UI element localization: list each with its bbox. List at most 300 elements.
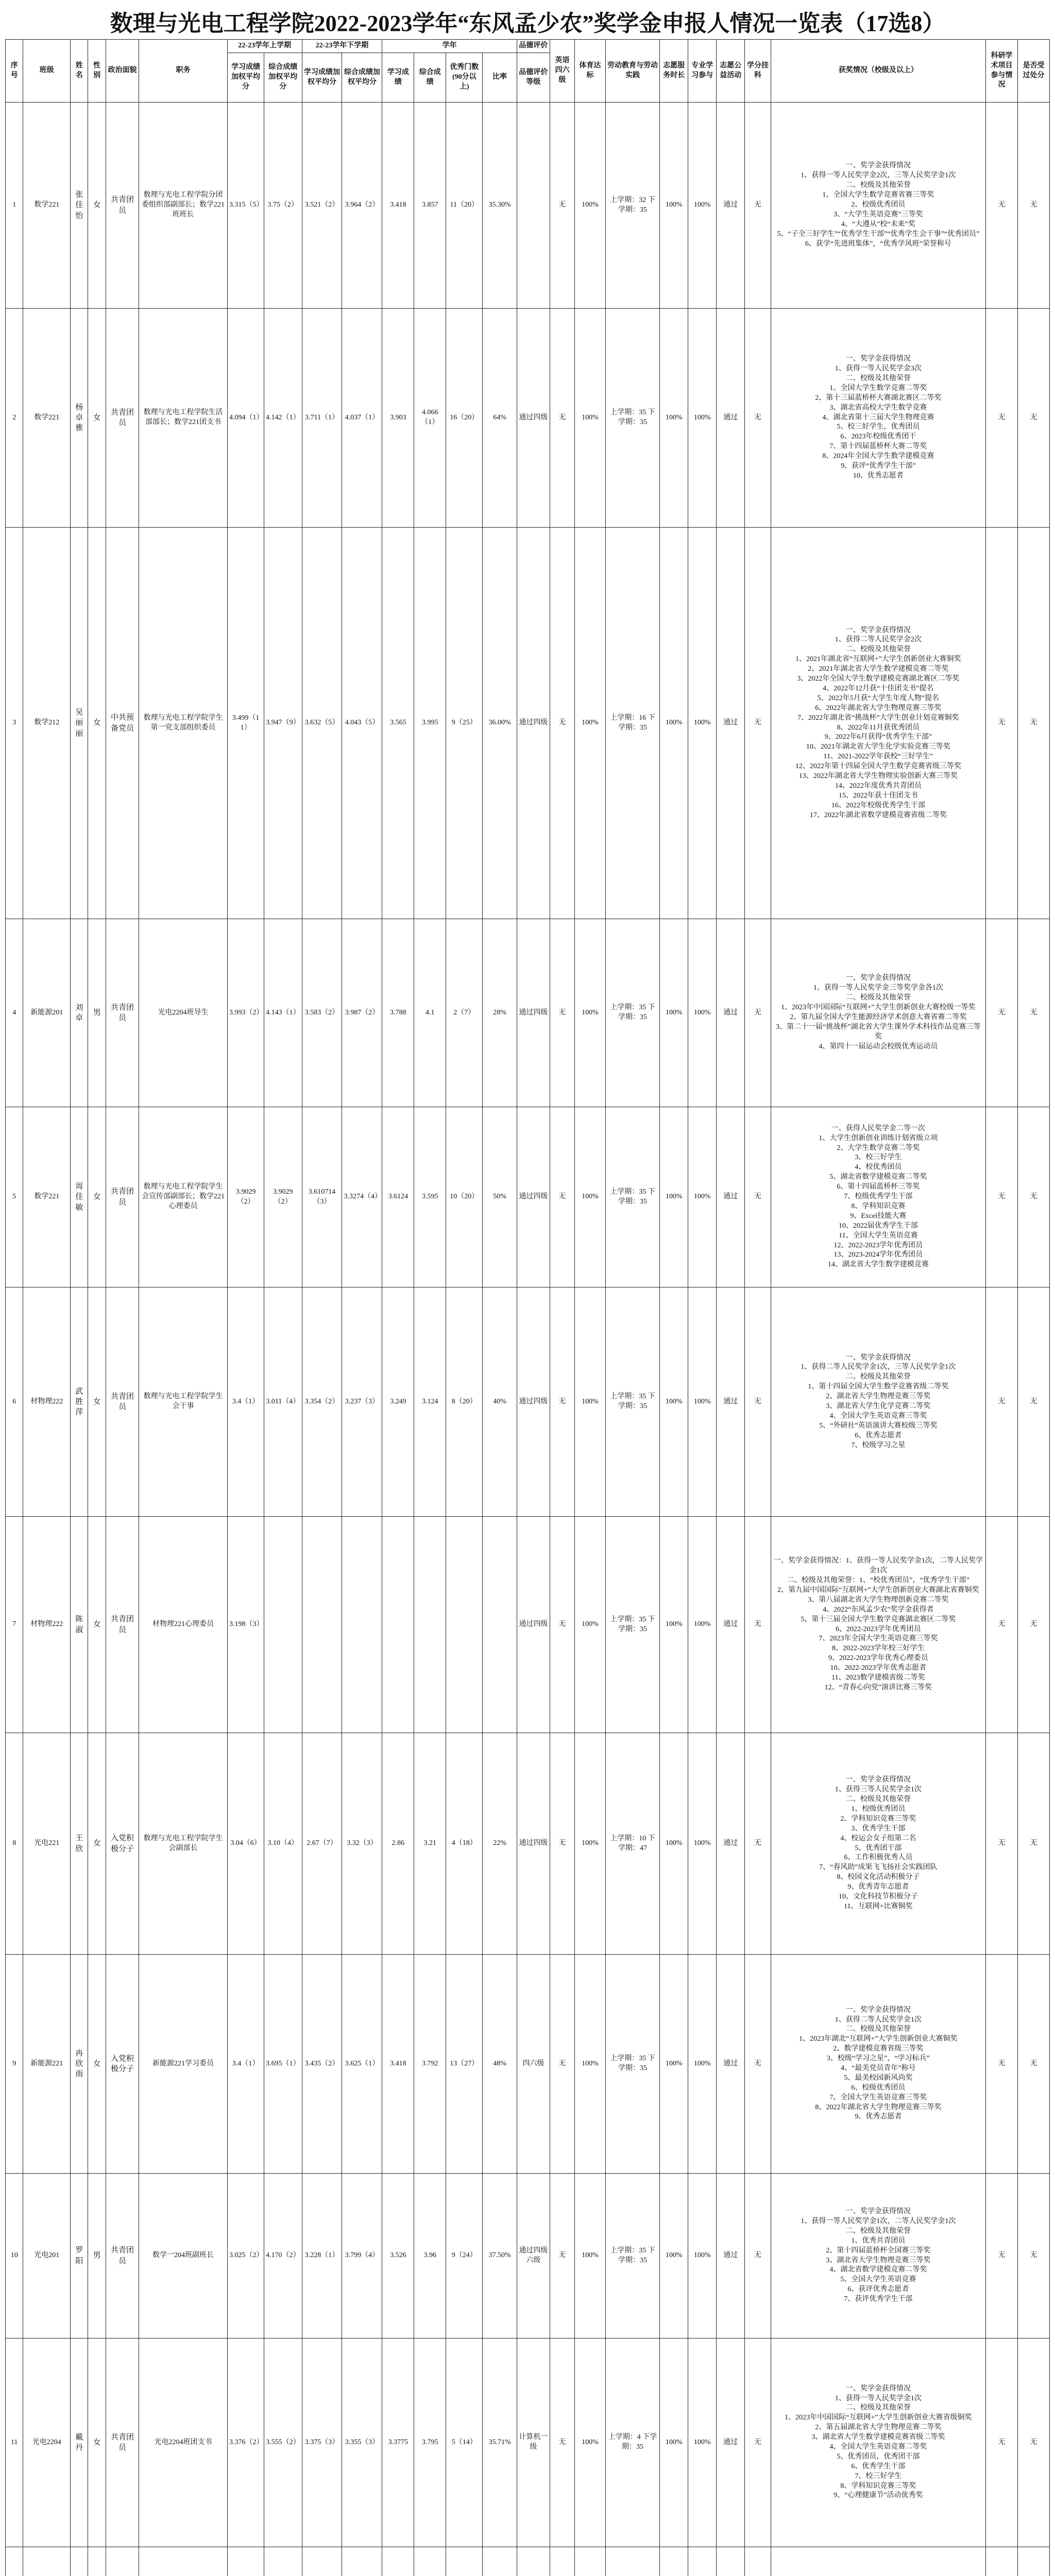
cell-vol-activity: 通过 [717, 1517, 745, 1733]
cell-t1-gpa: 3.993（2） [228, 919, 264, 1107]
cell-position: 数理与光电工程学院学生会干事 [139, 1287, 228, 1517]
col-awards: 获奖情况（校级及以上） [771, 40, 985, 103]
cell-pro-study: 100% [688, 1733, 717, 1955]
cell-t1-comp: 3.555（2） [264, 2338, 302, 2547]
cell-other: 无 [986, 309, 1018, 528]
cell-seq: 1 [6, 103, 23, 309]
col-punish: 是否受过处分 [1017, 40, 1049, 103]
cell-ratio: 35.71% [483, 2338, 517, 2547]
cell-t2-gpa: 3.354（2） [302, 1287, 342, 1517]
cell-pe: 100% [575, 528, 606, 919]
cell-pe [575, 2547, 606, 2576]
cell-t2-comp: 4.037（1） [342, 309, 382, 528]
cell-cet: 无 [550, 1107, 574, 1287]
cell-awards: 一、奖学金获得情况 1、获得一等人民奖学金3次 二、校级及其他荣誉 1、全国大学生数学竞赛二等奖 2、第十三届蓝桥杯大赛湖北赛区二等奖 3、湖北省高校大学生数学竞赛 4、湖北省第十三届大学生物理竞赛 5、校三好学生，优秀团员 6、2023年校级优秀团干 7、第十四届蓝桥杯大赛二等奖 8、2024年全国大学生数学建模竞赛 9、获评“优秀学生干部” 10、优秀志愿者 [771, 309, 985, 528]
col-pro-study: 专业学习参与 [688, 40, 717, 103]
cell-t2-comp: 3.32（3） [342, 1733, 382, 1955]
cell-pro-study: 100% [688, 1517, 717, 1733]
cell-vol-activity [717, 2547, 745, 2576]
cell-other: 无 [986, 1517, 1018, 1733]
cell-gender: 女 [88, 1107, 106, 1287]
cell-other: 无 [986, 1733, 1018, 1955]
cell-fail: 无 [745, 2174, 771, 2338]
table-row [6, 2338, 1050, 2547]
page-title: 数理与光电工程学院2022-2023学年“东风孟少农”奖学金申报人情况一览表（17选8） [110, 11, 945, 36]
cell-other: 无 [986, 1955, 1018, 2174]
table-row [6, 103, 1050, 309]
cell-vol-hours: 100% [660, 1517, 688, 1733]
cell-seq: 9 [6, 1955, 23, 2174]
cell-seq: 7 [6, 1517, 23, 1733]
cell-gender: 女 [88, 528, 106, 919]
cell-year-gpa [382, 1517, 414, 1733]
cell-class: 数学221 [23, 1107, 71, 1287]
cell-t2-gpa [302, 1517, 342, 1733]
cell-other [986, 2547, 1018, 2576]
cell-pe: 100% [575, 919, 606, 1107]
cell-other: 无 [986, 103, 1018, 309]
cell-gender: 男 [88, 2174, 106, 2338]
cell-seq [6, 2547, 23, 2576]
cell-ratio [483, 2547, 517, 2576]
cell-year-gpa: 3.903 [382, 309, 414, 528]
cell-year-gpa: 3.3775 [382, 2338, 414, 2547]
cell-pro-study: 100% [688, 309, 717, 528]
cell-political: 共青团员 [106, 1107, 139, 1287]
cell-year-rank: 13（27） [446, 1955, 483, 2174]
cell-t1-comp: 3.011（4） [264, 1287, 302, 1517]
cell-seq: 8 [6, 1733, 23, 1955]
cell-seq: 11 [6, 2338, 23, 2547]
col-cet: 英语四六级 [550, 40, 574, 103]
cell-pe: 100% [575, 103, 606, 309]
cell-ethics: 通过四级 [517, 1287, 550, 1517]
cell-punish: 无 [1017, 919, 1049, 1107]
table-row [6, 1733, 1050, 1955]
cell-year-comp [414, 2547, 446, 2576]
cell-t2-gpa: 3.610714（3） [302, 1107, 342, 1287]
cell-year-rank: 9（25） [446, 528, 483, 919]
cell-punish: 无 [1017, 309, 1049, 528]
cell-year-gpa: 3.526 [382, 2174, 414, 2338]
cell-pro-study: 100% [688, 103, 717, 309]
cell-other: 无 [986, 528, 1018, 919]
cell-labor: 上学期：35 下学期：35 [605, 1287, 659, 1517]
cell-vol-hours: 100% [660, 1107, 688, 1287]
cell-cet: 无 [550, 1287, 574, 1517]
cell-cet [550, 2547, 574, 2576]
col-seq: 序号 [6, 40, 23, 103]
cell-seq: 5 [6, 1107, 23, 1287]
cell-pe: 100% [575, 309, 606, 528]
table-row [6, 2547, 1050, 2576]
col-position: 职务 [139, 40, 228, 103]
cell-position: 数理与光电工程学院学生会副部长 [139, 1733, 228, 1955]
cell-vol-hours: 100% [660, 1955, 688, 2174]
col-group-ethics: 品德评价 [517, 40, 550, 53]
cell-position: 数理与光电工程学院生活部部长；数学221团支书 [139, 309, 228, 528]
cell-pe: 100% [575, 1733, 606, 1955]
col-vol-hours: 志愿服务时长 [660, 40, 688, 103]
cell-t2-comp [342, 2547, 382, 2576]
cell-awards: 一、奖学金获得情况 1、获得三等人民奖学金1次 二、校级及其他荣誉 1、校级优秀团员 2、学科知识竞赛三等奖 3、优秀学生干部 4、校运会女子组第二名 5、优秀团干部 6、工作积极优秀人员 7、“春风助”成果飞飞扬社会实践团队 8、校园文化活动积极分子 9、优秀青年志愿者 10、文化科技节积极分子 11、互联网+比赛铜奖 [771, 1733, 985, 1955]
cell-year-comp: 4.1 [414, 919, 446, 1107]
cell-name: 吴丽丽 [71, 528, 88, 919]
cell-position: 光电2204班导生 [139, 919, 228, 1107]
cell-name: 周佳敏 [71, 1107, 88, 1287]
cell-vol-activity: 通过 [717, 1287, 745, 1517]
cell-punish: 无 [1017, 2338, 1049, 2547]
col-class: 班级 [23, 40, 71, 103]
cell-ethics: 通过四级 [517, 1733, 550, 1955]
cell-labor: 上学期：35 下学期：35 [605, 1107, 659, 1287]
cell-pro-study: 100% [688, 2338, 717, 2547]
table-row [6, 1287, 1050, 1517]
cell-punish [1017, 2547, 1049, 2576]
cell-ratio [483, 1517, 517, 1733]
cell-year-rank: 8（20） [446, 1287, 483, 1517]
cell-fail: 无 [745, 1287, 771, 1517]
cell-name: 张佳怡 [71, 103, 88, 309]
cell-ethics [517, 2547, 550, 2576]
cell-class: 光电201 [23, 2174, 71, 2338]
cell-t2-gpa: 2.67（7） [302, 1733, 342, 1955]
cell-fail: 无 [745, 1955, 771, 2174]
cell-class: 光电2204 [23, 2338, 71, 2547]
cell-ethics: 四六级 [517, 1955, 550, 2174]
cell-ratio: 28% [483, 919, 517, 1107]
cell-gender: 女 [88, 1733, 106, 1955]
cell-other: 无 [986, 2174, 1018, 2338]
cell-year-comp: 3.21 [414, 1733, 446, 1955]
cell-t1-gpa: 3.315（5） [228, 103, 264, 309]
cell-labor: 上学期：32 下学期：35 [605, 103, 659, 309]
cell-vol-hours [660, 2547, 688, 2576]
cell-position: 光电2204班团支书 [139, 2338, 228, 2547]
cell-awards: 一、奖学金获得情况 1、获得二等人民奖学金1次，三等人民奖学金1次 二、校级及其他荣誉 1、第十四届全国大学生数学竞赛省级二等奖 2、湖北省大学生物理竞赛三等奖 3、湖北省大学生化学竞赛二等奖 4、全国大学生英语竞赛三等奖 5、“外研社”英语演讲大赛校级三等奖 6、优秀志愿者 7、校级学习之星 [771, 1287, 985, 1517]
cell-year-rank: 16（20） [446, 309, 483, 528]
cell-year-gpa: 3.6124 [382, 1107, 414, 1287]
cell-t2-comp: 3.799（4） [342, 2174, 382, 2338]
cell-class: 材物理222 [23, 1517, 71, 1733]
cell-ethics [517, 103, 550, 309]
cell-political: 入党积极分子 [106, 1733, 139, 1955]
cell-labor: 上学期：35 下学期：35 [605, 919, 659, 1107]
cell-punish: 无 [1017, 2174, 1049, 2338]
cell-class: 材物理222 [23, 1287, 71, 1517]
cell-cet: 无 [550, 103, 574, 309]
cell-year-comp [414, 1517, 446, 1733]
cell-position: 数理与光电工程学院学生会宣传部副部长；数学221心理委员 [139, 1107, 228, 1287]
cell-cet: 无 [550, 528, 574, 919]
cell-vol-hours: 100% [660, 2338, 688, 2547]
cell-vol-hours: 100% [660, 103, 688, 309]
cell-t1-gpa: 4.094（1） [228, 309, 264, 528]
cell-position: 数理与光电工程学院学生第一党支部组织委员 [139, 528, 228, 919]
cell-gender: 女 [88, 309, 106, 528]
cell-t1-gpa: 3.025（2） [228, 2174, 264, 2338]
cell-cet: 无 [550, 1517, 574, 1733]
cell-year-comp: 3.795 [414, 2338, 446, 2547]
cell-political: 中共预备党员 [106, 528, 139, 919]
col-group-term2: 22-23学年下学期 [302, 40, 382, 53]
cell-year-rank [446, 1517, 483, 1733]
cell-punish: 无 [1017, 1955, 1049, 2174]
cell-t1-gpa: 3.198（3） [228, 1517, 264, 1733]
cell-t1-comp: 4.142（1） [264, 309, 302, 528]
cell-other: 无 [986, 1107, 1018, 1287]
cell-ethics: 通过四级 [517, 309, 550, 528]
cell-labor: 上学期：16 下学期：35 [605, 528, 659, 919]
cell-other: 无 [986, 1287, 1018, 1517]
cell-t1-comp: 3.10（4） [264, 1733, 302, 1955]
cell-political: 共青团员 [106, 309, 139, 528]
cell-year-rank: 4（18） [446, 1733, 483, 1955]
cell-year-rank: 2（7） [446, 919, 483, 1107]
cell-vol-hours: 100% [660, 528, 688, 919]
cell-year-gpa: 3.418 [382, 103, 414, 309]
cell-cet: 无 [550, 309, 574, 528]
table-row [6, 309, 1050, 528]
cell-fail: 无 [745, 528, 771, 919]
table-row [6, 1955, 1050, 2174]
cell-class: 数学212 [23, 528, 71, 919]
col-vol-activity: 志愿公益活动 [717, 40, 745, 103]
table-row [6, 1107, 1050, 1287]
cell-vol-activity: 通过 [717, 919, 745, 1107]
col-ratio: 比率 [483, 53, 517, 103]
cell-t1-comp: 3.695（1） [264, 1955, 302, 2174]
applicant-table [5, 39, 1050, 2576]
table-row [6, 2174, 1050, 2338]
cell-t2-comp: 3.3274（4） [342, 1107, 382, 1287]
cell-pe: 100% [575, 2338, 606, 2547]
cell-gender: 女 [88, 1517, 106, 1733]
cell-class: 数学221 [23, 309, 71, 528]
cell-cet: 无 [550, 1733, 574, 1955]
cell-gender: 女 [88, 1955, 106, 2174]
cell-t2-comp: 3.987（2） [342, 919, 382, 1107]
cell-fail: 无 [745, 1107, 771, 1287]
cell-ethics: 计算机一级 [517, 2338, 550, 2547]
cell-t2-gpa: 3.521（2） [302, 103, 342, 309]
cell-punish: 无 [1017, 528, 1049, 919]
cell-t1-comp: 4.143（1） [264, 919, 302, 1107]
cell-fail: 无 [745, 103, 771, 309]
col-labor: 劳动教育与劳动实践 [605, 40, 659, 103]
cell-pro-study: 100% [688, 919, 717, 1107]
col-political: 政治面貌 [106, 40, 139, 103]
cell-year-gpa: 3.565 [382, 528, 414, 919]
cell-labor: 上学期：35 下学期：35 [605, 309, 659, 528]
cell-vol-activity: 通过 [717, 1955, 745, 2174]
cell-t1-gpa: 3.4（1） [228, 1287, 264, 1517]
cell-fail: 无 [745, 1733, 771, 1955]
cell-ethics: 通过四级 [517, 919, 550, 1107]
cell-awards: 一、奖学金获得情况：1、获得一等人民奖学金1次，二等人民奖学金1次 二、校级及其他荣誉：1、“校优秀团员”，“优秀学生干部” 2、第九届中国国际“互联网+”大学生创新创业大赛湖北省赛铜奖 3、第八届湖北省大学生物理创新竞赛二等奖 4、2022“东风孟少农”奖学金获得者 5、第十三届全国大学生数学竞赛湖北赛区二等奖 6、2022-2023学年优秀团员 7、2023年全国大学生英语竞赛三等奖 8、2022-2023学年校三好学生 9、2022-2023学年优秀心理委员 10、2022-2023学年优秀志愿者 11、2023数学建模省级二等奖 12、“青春心向党”演讲比赛三等奖 [771, 1517, 985, 1733]
cell-name: 刘卓 [71, 919, 88, 1107]
table-row [6, 919, 1050, 1107]
cell-vol-activity: 通过 [717, 528, 745, 919]
cell-awards: 一、奖学金获得情况 1、获得一等人民奖学金2次，三等人民奖学金1次 二、校级及其他荣誉 1、全国大学生数学竞赛省赛三等奖 2、校级优秀团员 3、“大学生英语竞赛”三等奖 4、“大遵从”校“未来”奖 5、“子全三好学生”“优秀学生干部”“优秀学生会干事”“优秀团员” 6、获学“先进班集体”，“优秀学风班”荣誉称号 [771, 103, 985, 309]
cell-ratio: 50% [483, 1107, 517, 1287]
cell-political: 入党积极分子 [106, 1955, 139, 2174]
col-fail: 学分挂科 [745, 40, 771, 103]
cell-labor: 上学期：4 下学期：35 [605, 2338, 659, 2547]
cell-year-gpa: 2.86 [382, 1733, 414, 1955]
cell-punish: 无 [1017, 103, 1049, 309]
cell-class: 数学221 [23, 103, 71, 309]
cell-ratio: 35.30% [483, 103, 517, 309]
cell-ratio: 64% [483, 309, 517, 528]
cell-name [71, 2547, 88, 2576]
cell-year-comp: 3.995 [414, 528, 446, 919]
cell-class: 新能源201 [23, 919, 71, 1107]
cell-seq: 10 [6, 2174, 23, 2338]
cell-class: 新能源221 [23, 1955, 71, 2174]
cell-vol-hours: 100% [660, 919, 688, 1107]
cell-name: 罗阳 [71, 2174, 88, 2338]
cell-vol-activity: 通过 [717, 103, 745, 309]
cell-t2-gpa: 3.632（5） [302, 528, 342, 919]
cell-punish: 无 [1017, 1107, 1049, 1287]
cell-vol-activity: 通过 [717, 309, 745, 528]
cell-cet: 无 [550, 2338, 574, 2547]
cell-political: 共青团员 [106, 1287, 139, 1517]
cell-labor: 上学期：35 下学期：35 [605, 1955, 659, 2174]
cell-awards: 一、奖学金获得情况 1、获得一等人民奖学金1次 二、校级及其他荣誉 1、2023年中国国际“互联网+”大学生创新创业大赛省级铜奖 2、第五届湖北省大学生物理竞赛二等奖 3、湖北省大学生数学建模竞赛省级二等奖 4、全国大学生英语竞赛二等奖 5、优秀团员，优秀团干部 6、优秀学生干部 7、校三好学生 8、学科知识竞赛三等奖 9、“心理健康节”活动优秀奖 [771, 2338, 985, 2547]
col-t2-gpa: 学习成绩加权平均分 [302, 53, 342, 103]
cell-cet: 无 [550, 1955, 574, 2174]
cell-year-gpa [382, 2547, 414, 2576]
cell-vol-activity: 通过 [717, 1107, 745, 1287]
cell-t2-comp: 3.355（3） [342, 2338, 382, 2547]
cell-year-comp: 3.595 [414, 1107, 446, 1287]
cell-pe: 100% [575, 1517, 606, 1733]
cell-punish: 无 [1017, 1287, 1049, 1517]
cell-t2-gpa [302, 2547, 342, 2576]
cell-t1-gpa: 3.4（1） [228, 1955, 264, 2174]
cell-position: 材物理221心理委员 [139, 1517, 228, 1733]
cell-political: 共青团员 [106, 1517, 139, 1733]
cell-pe: 100% [575, 1287, 606, 1517]
cell-political: 共青团员 [106, 103, 139, 309]
cell-pro-study: 100% [688, 1107, 717, 1287]
cell-t1-comp [264, 1517, 302, 1733]
cell-year-comp: 4.066（1） [414, 309, 446, 528]
cell-name: 戴丹 [71, 2338, 88, 2547]
cell-t2-gpa: 3.228（1） [302, 2174, 342, 2338]
cell-year-rank: 10（20） [446, 1107, 483, 1287]
cell-awards [771, 2547, 985, 2576]
cell-political [106, 2547, 139, 2576]
cell-class: 光电221 [23, 1733, 71, 1955]
cell-vol-hours: 100% [660, 2174, 688, 2338]
table-row [6, 1517, 1050, 1733]
cell-labor: 上学期：35 下学期：35 [605, 2174, 659, 2338]
cell-t1-comp [264, 2547, 302, 2576]
cell-pro-study: 100% [688, 2174, 717, 2338]
cell-other: 无 [986, 919, 1018, 1107]
cell-year-gpa: 3.418 [382, 1955, 414, 2174]
cell-awards: 一、奖学金获得情况 1、获得一等人民奖学金1次，二等人民奖学金1次 二、校级及其他荣誉 1、优秀共青团员 2、第十四届蓝桥杯全国赛三等奖 3、湖北省大学生物理竞赛三等奖 4、湖北省数学建模竞赛二等奖 5、全国大学生英语竞赛 6、获评优秀志愿者 7、获评优秀学生干部 [771, 2174, 985, 2338]
cell-vol-hours: 100% [660, 1733, 688, 1955]
cell-ratio: 37.50% [483, 2174, 517, 2338]
cell-position [139, 2547, 228, 2576]
col-t1-gpa: 学习成绩加权平均分 [228, 53, 264, 103]
cell-t2-gpa: 3.375（3） [302, 2338, 342, 2547]
cell-gender: 女 [88, 2338, 106, 2547]
cell-t2-comp: 4.043（5） [342, 528, 382, 919]
cell-ethics: 通过四级 [517, 1517, 550, 1733]
cell-class [23, 2547, 71, 2576]
cell-t1-comp: 3.947（9） [264, 528, 302, 919]
col-gender: 性别 [88, 40, 106, 103]
cell-year-gpa: 3.249 [382, 1287, 414, 1517]
cell-punish: 无 [1017, 1517, 1049, 1733]
cell-pro-study: 100% [688, 528, 717, 919]
cell-labor: 上学期：35 下学期：35 [605, 1517, 659, 1733]
cell-t1-comp: 4.170（2） [264, 2174, 302, 2338]
table-row [6, 528, 1050, 919]
cell-fail: 无 [745, 2338, 771, 2547]
cell-seq: 4 [6, 919, 23, 1107]
cell-pe: 100% [575, 2174, 606, 2338]
cell-year-comp: 3.792 [414, 1955, 446, 2174]
cell-labor [605, 2547, 659, 2576]
cell-year-rank: 9（24） [446, 2174, 483, 2338]
cell-pe: 100% [575, 1955, 606, 2174]
cell-seq: 3 [6, 528, 23, 919]
cell-awards: 一、奖学金获得情况 1、获得一等人民奖学金三等奖学金各1次 二、校级及其他荣誉 1、2023年中国国际“互联网+”大学生创新创业大赛校级一等奖 2、第九届全国大学生能源经济学术创意大赛省赛二等奖 3、第二十一届“挑战杯”湖北省大学生课外学术科技作品竞赛三等奖 4、第四十一届运动会校级优秀运动员 [771, 919, 985, 1107]
cell-gender [88, 2547, 106, 2576]
cell-seq: 2 [6, 309, 23, 528]
cell-fail: 无 [745, 1517, 771, 1733]
cell-name: 武胜萍 [71, 1287, 88, 1517]
cell-pro-study [688, 2547, 717, 2576]
cell-ethics: 通过四级 [517, 1107, 550, 1287]
cell-year-comp: 3.96 [414, 2174, 446, 2338]
cell-vol-activity: 通过 [717, 2338, 745, 2547]
cell-t2-comp: 3.625（1） [342, 1955, 382, 2174]
cell-name: 王欣 [71, 1733, 88, 1955]
cell-t2-gpa: 3.583（2） [302, 919, 342, 1107]
cell-year-rank: 5（14） [446, 2338, 483, 2547]
table-header [6, 40, 1050, 103]
cell-position: 数学一204班副班长 [139, 2174, 228, 2338]
cell-awards: 一、奖学金获得情况 1、获得二等人民奖学金2次 二、校级及其他荣誉 1、2021年湖北省“互联网+”大学生创新创业大赛铜奖 2、2021年湖北省大学生数学建模竞赛二等奖 3、2022年全国大学生数学建模竞赛湖北赛区二等奖 4、2022年12月获“十佳团支书”提名 5、2022年5月获“大学生年度人物”提名 6、2022年湖北省大学生物理竞赛三等奖 7、2022年湖北省“挑战杯”大学生创业计划竞赛铜奖 8、2022年11月获优秀团员 9、2022年6月获得“优秀学生干部” 10、2021年湖北省大学生化学实验竞赛三等奖 11、2021-2022学年获校“三好学生” 12、2022年第十四届全国大学生数学竞赛省级三等奖 13、2022年湖北省大学生物理实验创新大赛三等奖 14、2022年度优秀共青团员 15、2022年获十佳团支书 16、2022年校级优秀学生干部 17、2022年湖北省数学建模竞赛省级二等奖 [771, 528, 985, 919]
col-ethics-level: 品德评价等级 [517, 53, 550, 103]
cell-t1-gpa: 3.9029（2） [228, 1107, 264, 1287]
cell-vol-hours: 100% [660, 1287, 688, 1517]
cell-name: 陈淑 [71, 1517, 88, 1733]
cell-year-comp: 3.857 [414, 103, 446, 309]
cell-fail: 无 [745, 919, 771, 1107]
cell-political: 共青团员 [106, 919, 139, 1107]
cell-gender: 女 [88, 103, 106, 309]
cell-labor: 上学期：10 下学期：47 [605, 1733, 659, 1955]
cell-pro-study: 100% [688, 1287, 717, 1517]
cell-vol-activity: 通过 [717, 1733, 745, 1955]
cell-vol-activity: 通过 [717, 2174, 745, 2338]
col-t1-comp: 综合成绩加权平均分 [264, 53, 302, 103]
cell-gender: 男 [88, 919, 106, 1107]
cell-t2-comp: 3.237（3） [342, 1287, 382, 1517]
cell-t1-comp: 3.75（2） [264, 103, 302, 309]
cell-t2-gpa: 3.711（1） [302, 309, 342, 528]
cell-gender: 女 [88, 1287, 106, 1517]
col-group-year: 学年 [382, 40, 517, 53]
